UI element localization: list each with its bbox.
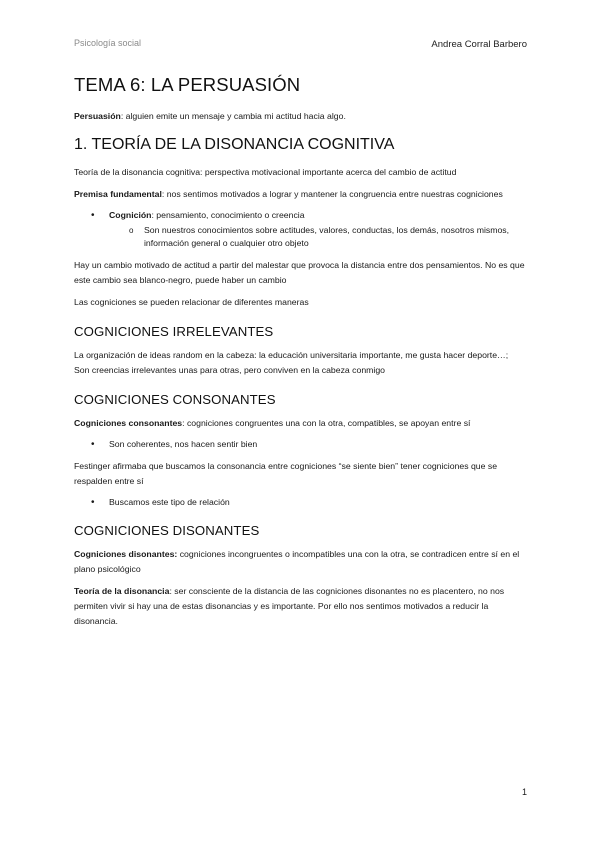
disonantes-definition — [74, 547, 526, 577]
list-item: o Son nuestros conocimientos sobre actitudes, valores, conductas, los demás, nosotros mismos, información general o cualquier otro objeto — [74, 224, 526, 250]
document-title: TEMA 6: LA PERSUASIÓN — [74, 74, 301, 95]
cognition-text: : pensamiento, conocimiento o creencia — [151, 210, 305, 220]
section-title-disonancia: 1. TEORÍA DE LA DISONANCIA COGNITIVA — [74, 136, 395, 153]
persuasion-term: Persuasión — [74, 111, 121, 121]
cognition-term: Cognición — [109, 210, 152, 220]
consonantes-list — [74, 438, 526, 451]
disonantes-term: Cogniciones disonantes: — [74, 549, 178, 559]
consonantes-definition — [74, 416, 526, 431]
list-item: • Son coherentes, nos hacen sentir bien — [74, 438, 526, 451]
header-author-name: Andrea Corral Barbero — [431, 39, 527, 50]
disonancia-theory-term: Teoría de la disonancia — [74, 586, 170, 596]
festinger-list — [74, 496, 526, 509]
consonantes-text: : cogniciones congruentes una con la otra, compatibles, se apoyan entre sí — [182, 418, 471, 428]
disonancia-theory-text: : ser consciente de la distancia de las cogniciones disonantes no es placentero, no nos permiten vivir si hay una de estas disonancias y es importante. Por ello nos sentimos motivados a reducir la disonancia. — [74, 586, 505, 626]
consonantes-term: Cogniciones consonantes — [74, 418, 183, 428]
subsection-title-irrelevantes: COGNICIONES IRRELEVANTES — [74, 324, 274, 339]
relations-paragraph: Las cogniciones se pueden relacionar de diferentes maneras — [74, 297, 309, 307]
subsection-title-disonantes: COGNICIONES DISONANTES — [74, 523, 260, 538]
persuasion-text: : alguien emite un mensaje y cambia mi actitud hacia algo. — [120, 111, 346, 121]
premise-paragraph — [74, 187, 526, 202]
persuasion-definition — [74, 109, 526, 124]
disonantes-text: cogniciones incongruentes o incompatibles una con la otra, se contradicen entre sí en el plano psicológico — [74, 549, 520, 574]
festinger-paragraph: Festinger afirmaba que buscamos la consonancia entre cogniciones “se siente bien” tener cogniciones que se respalden entre sí — [74, 461, 498, 486]
subsection-title-consonantes: COGNICIONES CONSONANTES — [74, 392, 276, 407]
page-number: 1 — [521, 787, 527, 797]
cognition-list — [74, 209, 526, 250]
header-course-name: Psicología social — [74, 38, 142, 48]
premise-text: : nos sentimos motivados a lograr y mantener la congruencia entre nuestras cogniciones — [161, 189, 503, 199]
irrelevantes-paragraph: La organización de ideas random en la cabeza: la educación universitaria importante, me gusta hacer deporte…; Son creencias irrelevantes unas para otras, pero conviven en la cabeza conmigo — [74, 350, 509, 375]
page-content — [74, 74, 526, 636]
disonancia-theory-paragraph — [74, 584, 526, 629]
list-item — [74, 209, 526, 222]
theory-intro: Teoría de la disonancia cognitiva: perspectiva motivacional importante acerca del cambio de actitud — [74, 167, 457, 177]
change-paragraph: Hay un cambio motivado de actitud a partir del malestar que provoca la distancia entre dos pensamientos. No es que este cambio sea blanco-negro, puede haber un cambio — [74, 260, 525, 285]
premise-term: Premisa fundamental — [74, 189, 162, 199]
list-item: • Buscamos este tipo de relación — [74, 496, 526, 509]
